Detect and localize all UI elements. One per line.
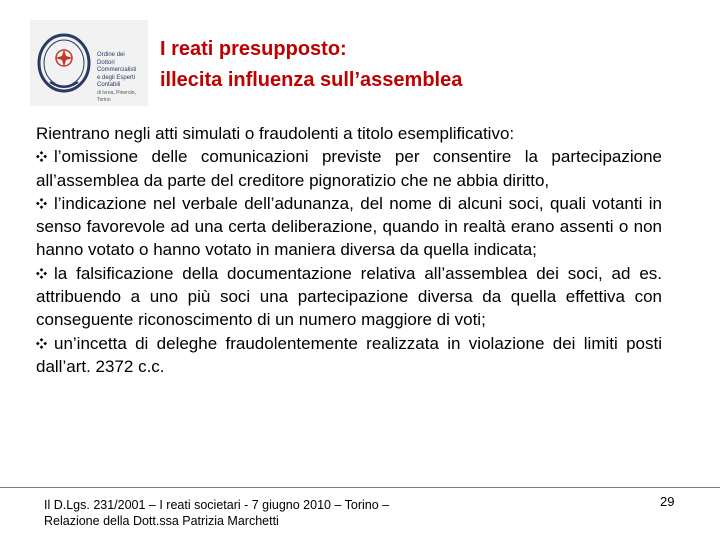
bullet-text: l’omissione delle comunicazioni previste per consentire la partecipazione all’assemblea da parte del creditore pignoratizio che ne abbia diritto, <box>36 147 662 190</box>
four-diamond-bullet-icon <box>36 268 47 279</box>
bullet-item <box>36 332 662 379</box>
slide-title <box>160 34 462 96</box>
bullet-item <box>36 145 662 192</box>
footer-line-1: Il D.Lgs. 231/2001 – I reati societari - 7 giugno 2010 – Torino – <box>44 498 390 512</box>
footer-line-2: Relazione della Dott.ssa Patrizia Marchetti <box>44 514 279 528</box>
footer-divider <box>0 487 720 488</box>
bullet-text: la falsificazione della documentazione relativa all’assemblea dei soci, ad es. attribuendo a uno più soci una partecipazione diversa da quella effettiva con conseguente riconoscimento di un numero maggiore di voti; <box>36 263 662 330</box>
bullet-item <box>36 192 662 262</box>
logo-wordmark <box>97 52 147 105</box>
page-number: 29 <box>660 494 675 509</box>
footer-caption <box>44 497 389 529</box>
slide-body <box>36 122 662 378</box>
title-line-1: I reati presupposto: <box>160 38 347 60</box>
logo <box>30 20 148 106</box>
bullet-item <box>36 262 662 332</box>
order-emblem-icon <box>36 32 92 94</box>
four-diamond-bullet-icon <box>36 151 47 162</box>
bullet-text: l’indicazione nel verbale dell’adunanza, del nome di alcuni soci, quali votanti in senso favorevole ad una certa deliberazione, quando in realtà erano assenti o non hanno votato o hanno votato in maniera diversa da quella indicata; <box>36 193 662 260</box>
logo-line: di Ivrea, Pinerolo, Torino <box>97 89 136 103</box>
bullet-text: un’incetta di deleghe fraudolentemente realizzata in violazione dei limiti posti dall’art. 2372 c.c. <box>36 333 662 376</box>
four-diamond-bullet-icon <box>36 198 47 209</box>
intro-paragraph: Rientrano negli atti simulati o fraudolenti a titolo esemplificativo: <box>36 124 515 143</box>
logo-line: Dottori Commercialisti <box>97 59 137 73</box>
logo-line: Ordine dei <box>97 52 125 58</box>
four-diamond-bullet-icon <box>36 338 47 349</box>
logo-line: e degli Esperti Contabili <box>97 74 136 88</box>
title-line-2: illecita influenza sull’assemblea <box>160 69 463 91</box>
